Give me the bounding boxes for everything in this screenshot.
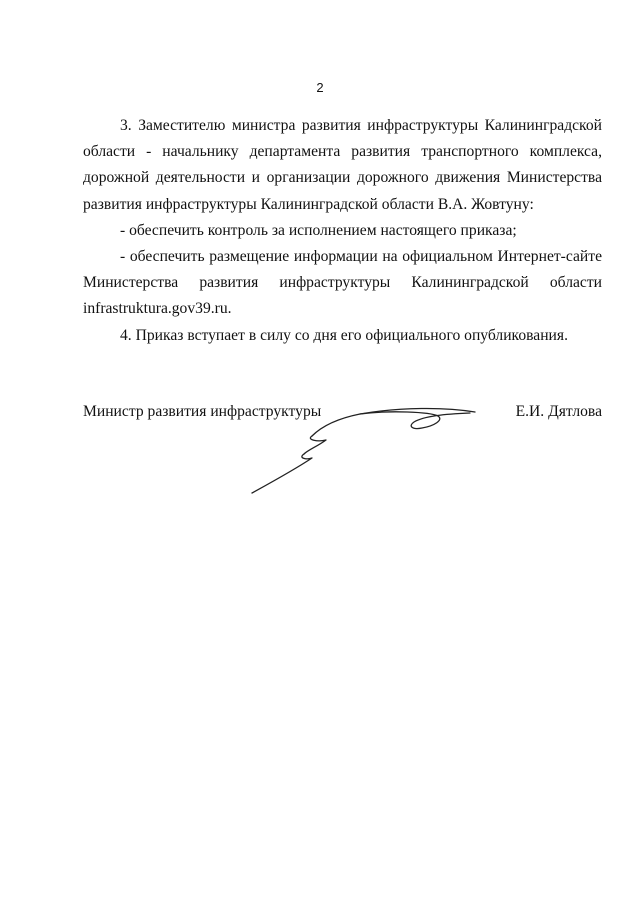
bullet-control: - обеспечить контроль за исполнением настоящего приказа;	[120, 221, 517, 239]
order-body	[83, 113, 602, 349]
page-number: 2	[316, 80, 324, 95]
signature-icon	[240, 398, 480, 498]
paragraph-item-4: 4. Приказ вступает в силу со дня его официального опубликования.	[120, 326, 568, 344]
signatory-name: Е.И. Дятлова	[515, 403, 602, 420]
bullet-publication: - обеспечить размещение информации на официальном Интернет-сайте Министерства развития инфраструктуры Калининградской области	[83, 248, 602, 292]
bullet-publication-url: infrastruktura.gov39.ru.	[83, 300, 232, 318]
paragraph-item-3: 3. Заместителю министра развития инфраструктуры Калининградской области - начальнику департамента развития транспортного комплекса, дорожной деятельности и организации дорожного движения Министерства развития инфраструктуры Калининградской области В.А. Жовтуну:	[83, 117, 602, 213]
signatory-title: Министр развития инфраструктуры	[83, 403, 322, 420]
